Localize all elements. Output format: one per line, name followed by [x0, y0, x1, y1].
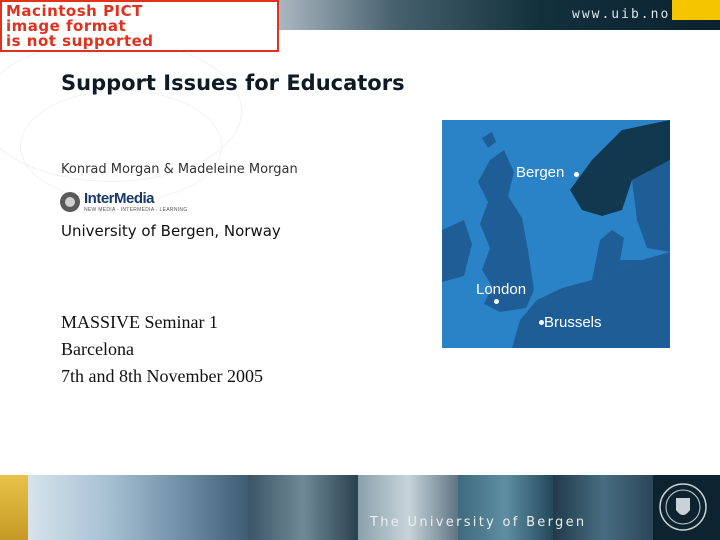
event-name: MASSIVE Seminar 1 [61, 312, 218, 332]
intermedia-logo [60, 190, 190, 216]
intermedia-logo-name: InterMedia [84, 190, 155, 207]
bergen-marker [574, 172, 579, 177]
university-of-bergen-crest-icon [658, 480, 708, 535]
footer-photo [28, 475, 248, 540]
europe-map [442, 120, 670, 348]
pict-notice-line: Macintosh PICT [6, 2, 143, 20]
event-dates: 7th and 8th November 2005 [61, 366, 263, 386]
map-label-london: London [476, 281, 527, 298]
footer-photo [0, 475, 28, 540]
footer-university-name: The University of Bergen [370, 515, 587, 530]
london-marker [494, 299, 499, 304]
footer-photo [248, 475, 358, 540]
affiliation: University of Bergen, Norway [61, 222, 281, 240]
missing-image-placeholder [0, 0, 279, 52]
slide-title: Support Issues for Educators [61, 71, 405, 95]
event-details [61, 309, 263, 390]
map-label-bergen: Bergen [516, 164, 565, 181]
pict-notice-line: image format [6, 17, 127, 35]
pict-notice-line: is not supported [6, 32, 154, 50]
background-swirl [20, 90, 222, 202]
header-accent-block [672, 0, 720, 20]
event-location: Barcelona [61, 339, 134, 359]
map-label-brussels: Brussels [544, 314, 602, 331]
header-url: www.uib.no [572, 7, 671, 22]
authors: Konrad Morgan & Madeleine Morgan [61, 162, 298, 177]
intermedia-logo-subtitle: NEW MEDIA · INTERMEDIA · LEARNING [84, 207, 188, 213]
footer-photo [358, 475, 458, 540]
footer-photo [458, 475, 553, 540]
intermedia-seal-icon [60, 192, 80, 212]
footer-photo [553, 475, 653, 540]
footer-photo-strip [0, 475, 720, 540]
